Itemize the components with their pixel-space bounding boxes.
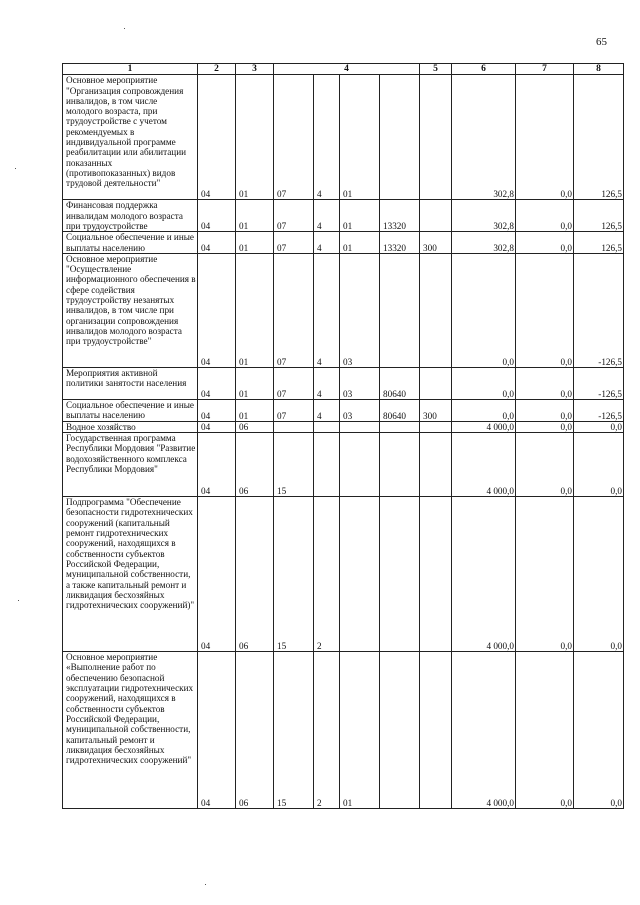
row-code-4b: 4	[314, 253, 340, 367]
row-code-5	[420, 497, 452, 652]
row-code-5	[420, 433, 452, 497]
row-code-4c: 03	[340, 399, 380, 421]
row-code-4d	[380, 421, 420, 432]
row-code-4d	[380, 75, 420, 200]
row-code-3: 01	[236, 232, 274, 254]
scan-speck	[124, 28, 125, 29]
row-amount-7: 0,0	[516, 421, 574, 432]
table-row	[63, 367, 624, 399]
row-amount-8: -126,5	[574, 399, 624, 421]
row-amount-8: -126,5	[574, 253, 624, 367]
row-code-4c: 01	[340, 232, 380, 254]
table-row	[63, 232, 624, 254]
row-amount-7: 0,0	[516, 497, 574, 652]
row-code-4c: 03	[340, 253, 380, 367]
table-row	[63, 652, 624, 809]
row-code-4c: 01	[340, 200, 380, 232]
row-code-4b: 4	[314, 367, 340, 399]
row-code-4a: 07	[274, 200, 314, 232]
row-amount-6: 302,8	[452, 75, 516, 200]
row-code-4b: 4	[314, 232, 340, 254]
row-name: Основное мероприятие «Выполнение работ по обеспечению безопасной эксплуатации гидротехнических сооружений, находящихся в собственности субъектов Российской Федерации, муниципальной собственности, капитальный ремонт и ликвидация бесхозяйных гидротехнических сооружений"	[63, 652, 198, 809]
row-amount-8: -126,5	[574, 367, 624, 399]
table-row	[63, 433, 624, 497]
row-name: Основное мероприятие "Осуществление информационного обеспечения в сфере содействия трудоустройству незанятых инвалидов, в том числе при организации сопровождения инвалидов молодого возраста при трудоустройстве"	[63, 253, 198, 367]
row-amount-7: 0,0	[516, 652, 574, 809]
row-code-4b: 2	[314, 497, 340, 652]
row-code-3: 06	[236, 433, 274, 497]
row-code-4a: 07	[274, 367, 314, 399]
row-name: Подпрограмма "Обеспечение безопасности гидротехнических сооружений (капитальный ремонт гидротехнических сооружений, находящихся в собственности субъектов Российской Федерации, муниципальной собственности, а также капитальный ремонт и ликвидация бесхозяйных гидротехнических сооружений)"	[63, 497, 198, 652]
row-name: Водное хозяйство	[63, 421, 198, 432]
row-code-3: 01	[236, 367, 274, 399]
row-code-3: 06	[236, 497, 274, 652]
table-body	[63, 75, 624, 809]
table-header-row	[63, 64, 624, 75]
budget-table	[62, 63, 624, 809]
row-code-4a: 07	[274, 232, 314, 254]
table-row	[63, 200, 624, 232]
row-amount-8: 126,5	[574, 232, 624, 254]
row-amount-8: 126,5	[574, 75, 624, 200]
scan-speck	[18, 600, 19, 601]
row-code-4b: 4	[314, 75, 340, 200]
header-col-5: 5	[420, 64, 452, 75]
row-code-4c	[340, 497, 380, 652]
row-code-4b: 4	[314, 200, 340, 232]
row-code-2: 04	[198, 232, 236, 254]
row-code-4c	[340, 421, 380, 432]
row-amount-6: 302,8	[452, 232, 516, 254]
table-row	[63, 75, 624, 200]
scan-speck	[205, 884, 206, 885]
row-code-2: 04	[198, 75, 236, 200]
row-code-5	[420, 75, 452, 200]
row-code-5	[420, 367, 452, 399]
row-amount-8: 126,5	[574, 200, 624, 232]
row-code-4c: 01	[340, 652, 380, 809]
row-code-2: 04	[198, 253, 236, 367]
row-amount-8: 0,0	[574, 497, 624, 652]
row-code-4b: 2	[314, 652, 340, 809]
row-amount-6: 4 000,0	[452, 652, 516, 809]
row-code-4a: 15	[274, 652, 314, 809]
row-code-5	[420, 200, 452, 232]
row-name: Финансовая поддержка инвалидам молодого возраста при трудоустройстве	[63, 200, 198, 232]
row-code-2: 04	[198, 497, 236, 652]
header-col-1: 1	[63, 64, 198, 75]
row-code-4d	[380, 497, 420, 652]
row-code-3: 06	[236, 652, 274, 809]
row-code-4c: 03	[340, 367, 380, 399]
row-code-4c: 01	[340, 75, 380, 200]
row-amount-6: 302,8	[452, 200, 516, 232]
row-code-4d	[380, 253, 420, 367]
row-code-3: 06	[236, 421, 274, 432]
row-name: Мероприятия активной политики занятости населения	[63, 367, 198, 399]
row-code-4a: 15	[274, 433, 314, 497]
row-name: Социальное обеспечение и иные выплаты населению	[63, 399, 198, 421]
row-code-4d	[380, 433, 420, 497]
row-code-4d: 13320	[380, 232, 420, 254]
row-code-4b	[314, 421, 340, 432]
row-name: Государственная программа Республики Мордовия "Развитие водохозяйственного комплекса Республики Мордовия"	[63, 433, 198, 497]
header-col-7: 7	[516, 64, 574, 75]
row-amount-6: 0,0	[452, 399, 516, 421]
row-code-4d	[380, 652, 420, 809]
row-code-4a: 07	[274, 253, 314, 367]
row-code-2: 04	[198, 433, 236, 497]
row-code-4b: 4	[314, 399, 340, 421]
row-amount-6: 4 000,0	[452, 497, 516, 652]
table-row	[63, 421, 624, 432]
row-name: Основное мероприятие "Организация сопровождения инвалидов, в том числе молодого возраста, при трудоустройстве с учетом рекомендуемых в индивидуальной программе реабилитации или абилитации показанных (противопоказанных) видов трудовой деятельности"	[63, 75, 198, 200]
row-code-3: 01	[236, 253, 274, 367]
header-col-6: 6	[452, 64, 516, 75]
row-code-4d: 13320	[380, 200, 420, 232]
table-row	[63, 497, 624, 652]
row-code-5: 300	[420, 232, 452, 254]
header-col-8: 8	[574, 64, 624, 75]
row-code-4a: 15	[274, 497, 314, 652]
row-code-5: 300	[420, 399, 452, 421]
row-code-4a: 07	[274, 399, 314, 421]
row-code-2: 04	[198, 399, 236, 421]
row-code-4b	[314, 433, 340, 497]
row-name: Социальное обеспечение и иные выплаты населению	[63, 232, 198, 254]
row-amount-8: 0,0	[574, 652, 624, 809]
row-code-2: 04	[198, 200, 236, 232]
row-amount-7: 0,0	[516, 75, 574, 200]
scan-speck	[15, 168, 16, 169]
row-code-2: 04	[198, 367, 236, 399]
row-code-2: 04	[198, 421, 236, 432]
row-amount-6: 0,0	[452, 253, 516, 367]
row-code-5	[420, 421, 452, 432]
row-amount-7: 0,0	[516, 399, 574, 421]
row-amount-6: 4 000,0	[452, 433, 516, 497]
row-amount-8: 0,0	[574, 433, 624, 497]
row-code-4a: 07	[274, 75, 314, 200]
row-code-3: 01	[236, 399, 274, 421]
row-amount-7: 0,0	[516, 232, 574, 254]
header-col-4: 4	[274, 64, 420, 75]
row-code-5	[420, 652, 452, 809]
row-code-4d: 80640	[380, 367, 420, 399]
row-code-5	[420, 253, 452, 367]
row-code-4a	[274, 421, 314, 432]
row-amount-6: 0,0	[452, 367, 516, 399]
header-col-3: 3	[236, 64, 274, 75]
row-code-4c	[340, 433, 380, 497]
row-code-3: 01	[236, 200, 274, 232]
row-amount-6: 4 000,0	[452, 421, 516, 432]
table-row	[63, 399, 624, 421]
row-amount-7: 0,0	[516, 367, 574, 399]
row-code-3: 01	[236, 75, 274, 200]
row-amount-7: 0,0	[516, 253, 574, 367]
row-amount-7: 0,0	[516, 200, 574, 232]
row-amount-8: 0,0	[574, 421, 624, 432]
page-number: 65	[596, 36, 607, 48]
header-col-2: 2	[198, 64, 236, 75]
row-amount-7: 0,0	[516, 433, 574, 497]
row-code-2: 04	[198, 652, 236, 809]
table-row	[63, 253, 624, 367]
row-code-4d: 80640	[380, 399, 420, 421]
